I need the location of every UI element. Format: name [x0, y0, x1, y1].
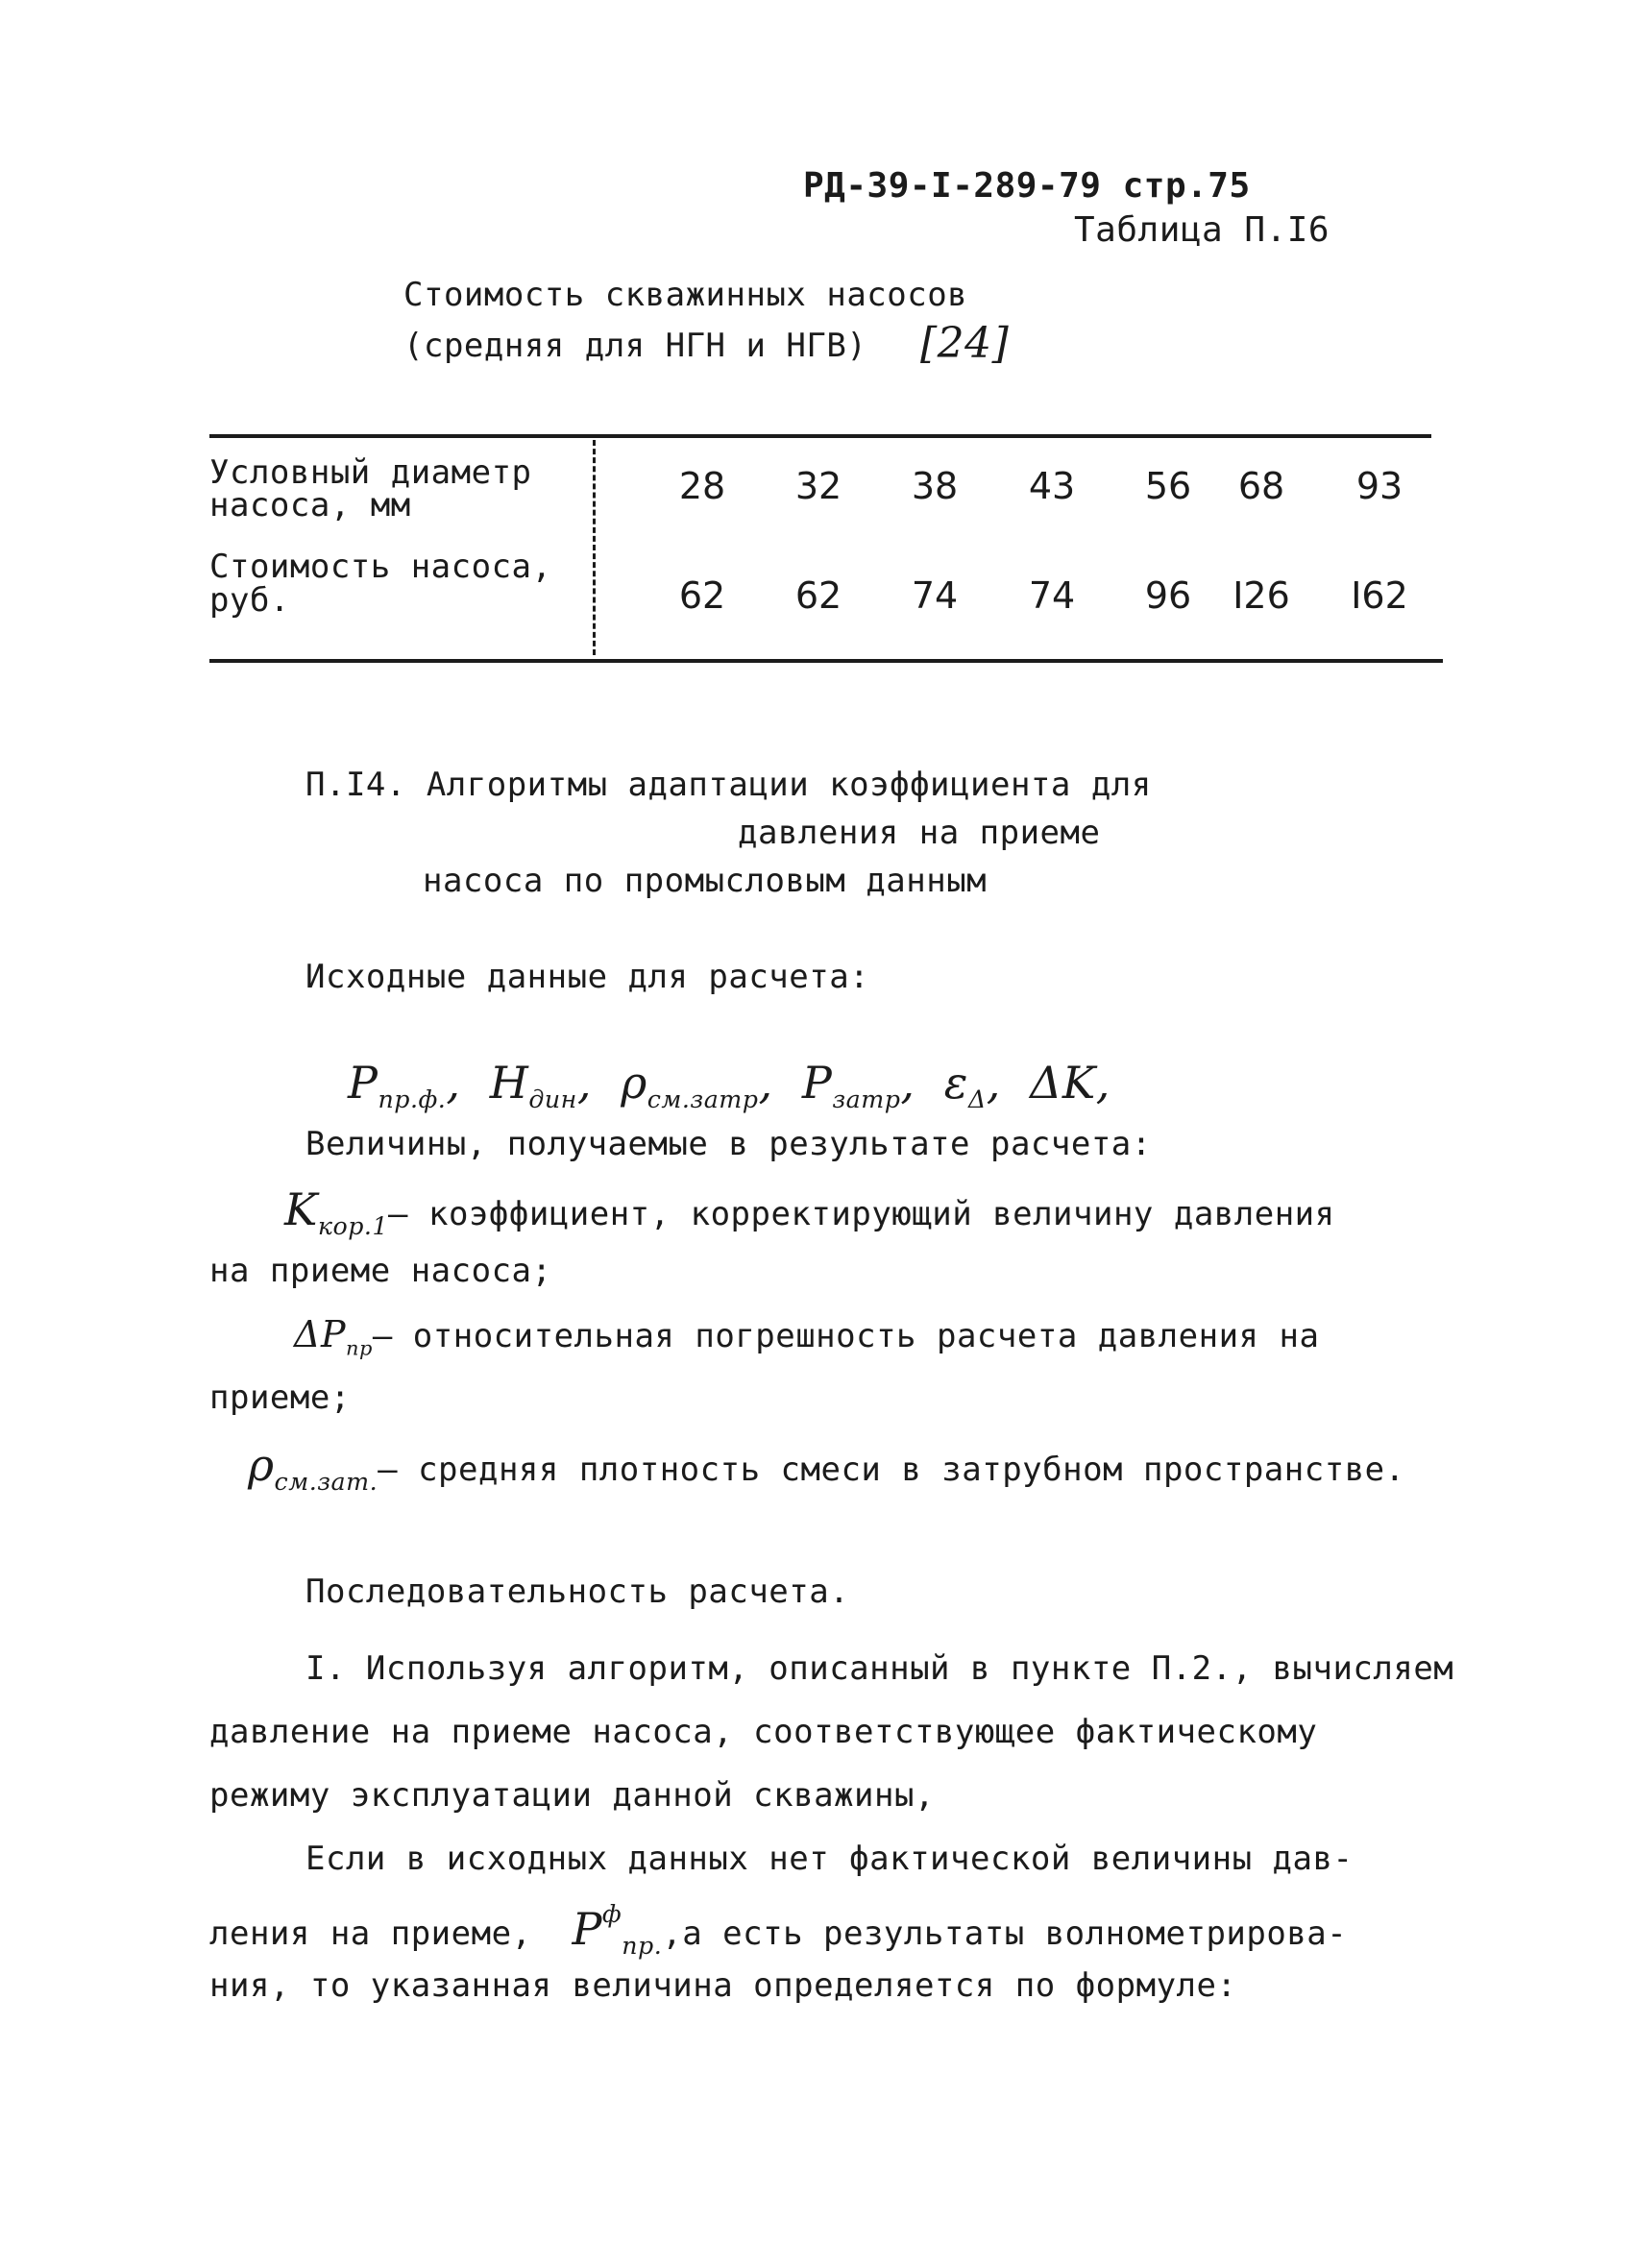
h-dyn-symbol: $H_{дин}$	[489, 1057, 577, 1114]
paragraph1-line2: давление на приеме насоса, соответствующее фактическому	[209, 1713, 1318, 1751]
table-bottom-rule	[209, 659, 1443, 663]
dp-error-line2: приеме;	[209, 1378, 351, 1417]
diameter-cell: 43	[1028, 465, 1076, 507]
cost-cell: I62	[1351, 574, 1408, 617]
diameter-cell: 32	[794, 465, 842, 507]
diameter-cell: 93	[1355, 465, 1403, 507]
delta-k-symbol: ΔK	[1030, 1057, 1096, 1109]
paragraph2-line1: Если в исходных данных нет фактической величины дав-	[305, 1840, 1354, 1878]
p-pf-symbol: $P_{пр.ф.}$	[348, 1057, 447, 1114]
k-correction-line2: на приеме насоса;	[209, 1252, 552, 1290]
diameter-cell: 28	[678, 465, 726, 507]
cost-cell: 74	[911, 574, 959, 617]
rho-mix-line: $\rho_{см.зат.}-$ средняя плотность смеси в затрубном пространстве.	[248, 1439, 1405, 1497]
sequence-heading: Последовательность расчета.	[305, 1573, 850, 1611]
table-top-rule	[209, 434, 1431, 438]
table-column-divider	[593, 440, 596, 655]
paragraph2-line3: ния, то указанная величина определяется по формуле:	[209, 1966, 1237, 2005]
table-reference: [24]	[920, 319, 1010, 368]
results-heading: Величины, получаемые в результате расчета:	[305, 1125, 1152, 1163]
k-correction-line: $K_{кор.1}-$ коэффициент, корректирующий величину давления	[284, 1183, 1335, 1241]
row1-label-line1: Условный диаметр	[209, 453, 532, 492]
cost-cell: 62	[794, 574, 842, 617]
cost-cell: 96	[1144, 574, 1192, 617]
row2-label-line2: руб.	[209, 581, 290, 620]
dp-error-line: $\Delta P_{пр}-$ относительная погрешность расчета давления на	[294, 1313, 1320, 1360]
document-reference: РД-39-I-289-79 стр.75	[803, 166, 1251, 206]
row1-label-line2: насоса, мм	[209, 486, 411, 524]
dp-error-symbol: $\Delta P_{пр}$	[294, 1313, 373, 1360]
paragraph2-line2: ления на приеме, $P^ф_{пр.},а$ есть результаты волнометрирова-	[209, 1900, 1348, 1960]
cost-cell: 74	[1028, 574, 1076, 617]
table-title-line1: Стоимость скважинных насосов	[403, 276, 968, 314]
k-correction-symbol: $K_{кор.1}$	[284, 1183, 389, 1241]
p-annulus-symbol: $P_{затр}$	[801, 1057, 901, 1114]
section-title-line3: насоса по промысловым данным	[423, 862, 988, 900]
section-title-line2: давления на приеме	[738, 814, 1101, 852]
diameter-cell: 68	[1237, 465, 1285, 507]
cost-cell: I26	[1232, 574, 1290, 617]
rho-annulus-symbol: $\rho_{см.затр}$	[621, 1057, 759, 1114]
rho-mix-symbol: $\rho_{см.зат.}$	[248, 1439, 378, 1497]
row2-label-line1: Стоимость насоса,	[209, 548, 552, 586]
inputs-formula: $P_{пр.ф.}$, $H_{дин}$, $\rho_{см.затр}$, $P_{затр}$, $\varepsilon_\Delta$, ΔK,	[348, 1057, 1110, 1114]
table-title-line2: (средняя для НГН и НГВ)	[403, 327, 867, 365]
paragraph1-line3: режиму эксплуатации данной скважины,	[209, 1776, 935, 1815]
table-number: Таблица П.I6	[1074, 210, 1330, 250]
epsilon-symbol: $\varepsilon_\Delta$	[943, 1057, 987, 1114]
paragraph1-line1: I. Используя алгоритм, описанный в пункте П.2., вычисляем	[305, 1649, 1454, 1688]
cost-cell: 62	[678, 574, 726, 617]
diameter-cell: 38	[911, 465, 959, 507]
inputs-heading: Исходные данные для расчета:	[305, 958, 870, 996]
p-intake-actual-symbol: $P^ф_{пр.}$	[572, 1900, 663, 1960]
diameter-cell: 56	[1144, 465, 1192, 507]
section-title-line1: П.I4. Алгоритмы адаптации коэффициента для	[305, 766, 1152, 804]
